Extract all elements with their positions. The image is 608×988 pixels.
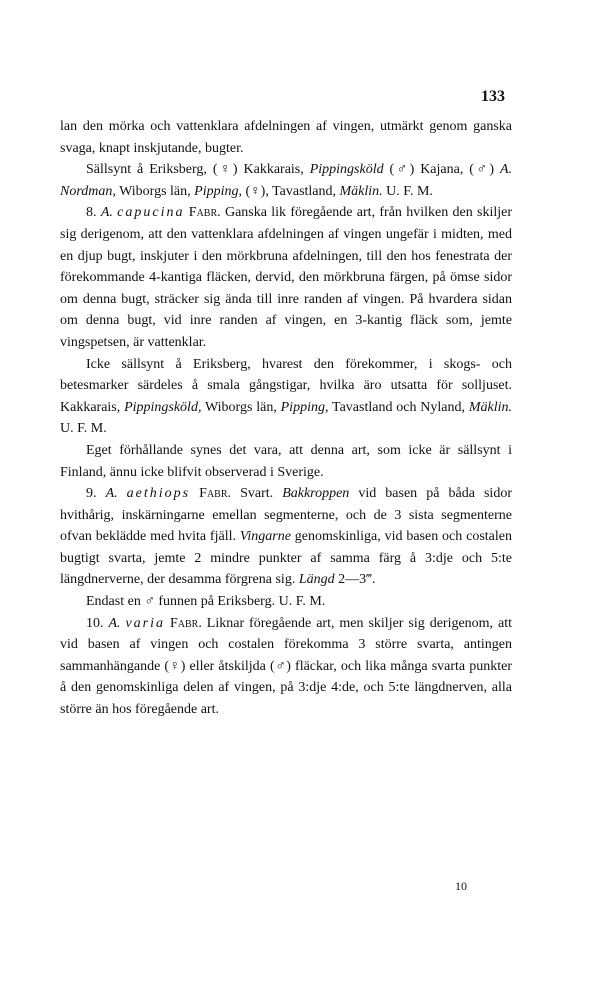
text-span: genomskinliga, vid basen och costalen bugtigt svarta, jemte 2 mindre punkter af samma färg å 3:dje och 5:te längdnerverne, der desamma förgrena sig. [60,529,512,588]
species-author: Fabr. [165,615,202,631]
page-number: 133 [481,88,505,105]
term-label: Vingarne [239,529,291,545]
text-span: (♂) Kajana, (♂) [383,162,500,178]
text-span: U. F. M. [382,183,433,199]
person-name: Pipping, [194,183,242,199]
species-number: 8. [86,205,101,221]
species-entry-10 [60,613,512,721]
species-description: Liknar föregående art, men skiljer sig derigenom, att vid basen af vingen och costalen förekomma 3 större svarta, antingen sammanhängande (♀) eller åtskiljda (♂) fläckar, och lika många svarta punkter å den genomskinliga delen af vingen, på 3:dje 4:de, och 5:te längdnerven, alla större än hos föregående art. [60,615,513,718]
term-label: Bakkroppen [282,486,350,502]
species-author: Fabr. [190,486,232,502]
text-span: Tavastland och Nyland, [328,399,469,415]
paragraph-1: lan den mörka och vattenklara afdelningen af vingen, utmärkt genom ganska svaga, knapt inskjutande, bugter. [60,119,512,156]
text-span: Icke sällsynt å Eriksberg, hvarest den förekommer, i skogs- och betesmarker särdeles å smala gångstigar, hvilka äro utsatta för solljuset. Kakkarais, [60,356,512,415]
species-entry-8 [60,202,512,353]
species-name: capucina [117,205,185,221]
paragraph-7: Endast en ♂ funnen på Eriksberg. U. F. M. [86,594,326,610]
species-number: 9. [86,486,106,502]
text-span: Wiborgs län, [201,399,281,415]
text-span: Sällsynt å Eriksberg, (♀) Kakkarais, [86,162,310,178]
person-name: Pipping, [280,399,329,415]
text-span: Svart. [231,486,283,502]
person-name: Pippingsköld, [124,399,202,415]
genus-abbrev: A. [105,486,127,502]
text-span: 2—3‴. [334,572,376,588]
person-name: Mäklin. [339,183,383,199]
text-span: (♀), Tavastland, [242,183,340,199]
genus-abbrev: A. [100,205,118,221]
text-span: Wiborgs län, [115,183,195,199]
person-name: Pippingsköld [309,162,384,178]
species-description: Ganska lik föregående art, från hvilken den skiljer sig derigenom, att den vattenklara afdelningen af vingen ungefär i midten, med en djup bugt, inskjuter i den mörkbruna afdelningen, till den hos fenestrata der förekommande 4-kantiga fläcken, dervid, den mörkbruna färgen, på ömse sidor om denna bugt, sträcker sig ända till inre randen af vingen. På hvardera sidan om denna bugt, vid inre randen af vingen, en 3-kantig fläck som, jemte vingspetsen, är vattenklar. [60,205,513,350]
paragraph-4 [60,354,512,440]
signature-mark: 10 [455,879,467,893]
text-span: U. F. M. [60,421,107,437]
species-number: 10. [86,615,109,631]
paragraph-2 [60,159,512,202]
person-name: Mäklin. [468,399,512,415]
person-name: A. Nordman, [60,162,512,199]
species-author: Fabr. [184,205,221,221]
paragraph-5: Eget förhållande synes det vara, att denna art, som icke är sällsynt i Finland, ännu icke blifvit observerad i Sverige. [60,442,512,480]
species-entry-9 [60,483,512,591]
species-name: aethiops [126,486,191,502]
species-name: varia [125,615,166,631]
genus-abbrev: A. [108,615,126,631]
term-label: Längd [298,572,335,588]
text-span: vid basen på båda sidor hvithårig, inskärningarne emellan segmenterne, och de 3 sista segmenterne ofvan beklädde med hvita fjäll. [60,486,512,545]
body-text [60,116,512,721]
